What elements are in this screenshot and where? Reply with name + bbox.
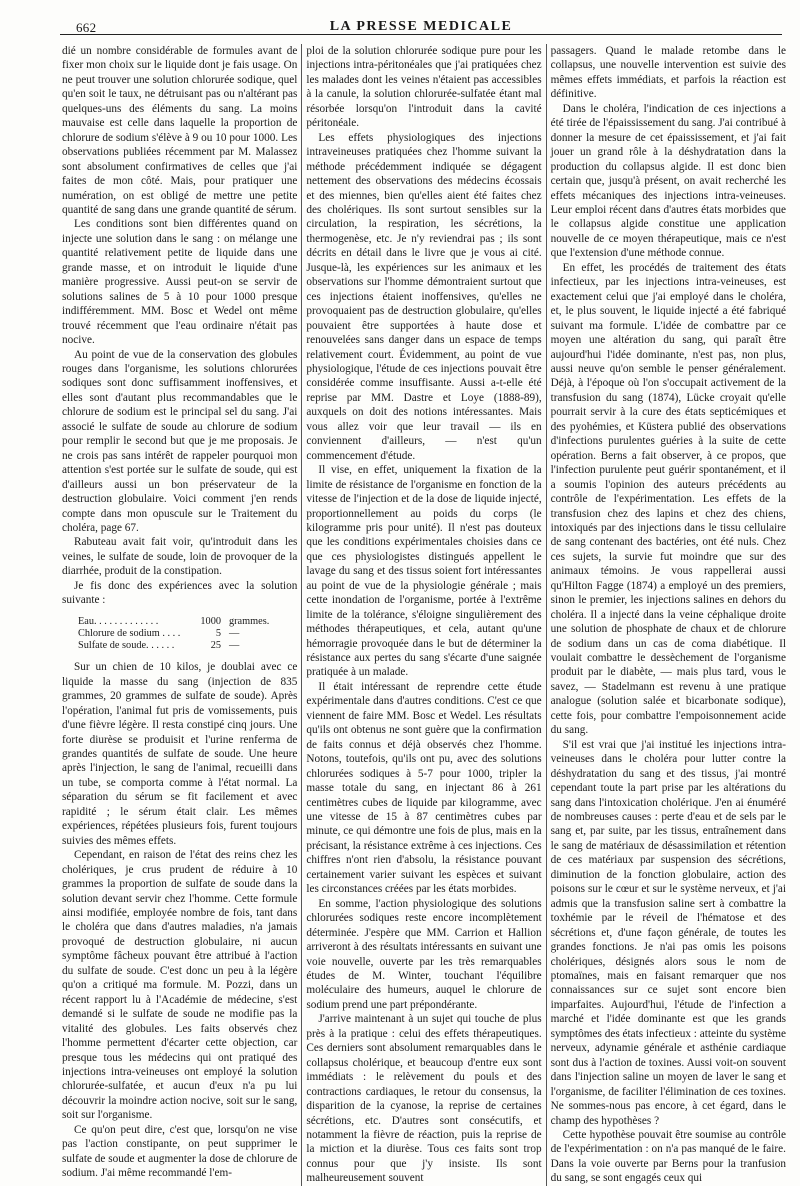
- paragraph: dié un nombre considérable de formules avant de fixer mon choix sur le liquide dont je fais usage. On ne peut trouver une solution chlorurée sodique, quel qu'en soit le taux, ne détruisant pas ou n'altérant pas quelques-uns des éléments du sang. La moins mauvaise est celle dans laquelle la proportion de chlorure de sodium s'élève à 9 ou 10 pour 1000. Les observations publiées récemment par M. Malassez sont absolument confirmatives de celles que j'ai faites de mon côté. Mais, pour pratiquer une numération, on est obligé de mettre une petite quantité de sang dans une grande quantité de sérum.: [62, 45, 298, 216]
- paragraph: Les conditions sont bien différentes quand on injecte une solution dans le sang : on mélange une quantité relativement petite de liquide dans une grande masse, et on introduit le liquide d'une manière progressive. Aussi peut-on se servir de solutions salines de 5 à 10 pour 1000 presque indifféremment. MM. Bosc et Wedel ont même trouvé récemment que l'eau ordinaire n'était pas nocive.: [62, 218, 298, 347]
- formula-ingredient: Sulfate de soude. . . . . .: [78, 640, 175, 652]
- paragraph: Il vise, en effet, uniquement la fixation de la limite de résistance de l'organisme en fonction de la vitesse de l'injection et de la dose de liquide injecté, proportionnellement au poids du corps (le kilogramme pris pour unité). Il n'est pas douteux que les conditions expérimentales choisies dans ce que ces physiologistes distingués appellent le lavage du sang et des tissus soient fort intéressantes au point de vue de la physiologie générale ; mais cette inondation de l'organisme, portée à l'extrême limite de la tolérance, s'éloigne singulièrement des méthodes thérapeutiques, et cela, autant qu'une hémorragie provoquée dans le but de déterminer la résistance aux pertes du sang s'écarte d'une saignée pratiquée à un malade.: [306, 464, 542, 679]
- paragraph: En effet, les procédés de traitement des états infectieux, par les injections intra-veineuses, est exactement celui que j'ai employé dans le choléra, et, le plus souvent, le liquide injecté a été fabriqué suivant ma formule. L'idée de combattre par ce moyen une altération du sang, qui paraît être aujourd'hui l'idée dominante, n'est pas, non plus, aussi neuve qu'on semble le penser généralement. Déjà, à l'époque où l'on s'occupait activement de la transfusion du sang (1874), Lücke croyait qu'elle pourrait servir à la cure des états septicémiques et des pyohémies, et Küstera publié des observations d'infections purulentes guéries à la suite de cette opération. Berns a fait observer, à ce propos, que l'infection purulente peut guérir spontanément, et il a soumis l'opinion des auteurs précédents au contrôle de l'expérimentation. Les effets de la transfusion chez des lapins et chez des chiens, intoxiqués par des injections dans le tissu cellulaire de sang contenant des bactéries, ont été nuls. Chez ces sujets, la survie fut moindre que sur des animaux témoins. Je vous rappellerai aussi qu'Hilton Fagge (1874) a employé un des premiers, sinon le premier, les injections salines en dehors du choléra. Il a injecté dans la veine céphalique droite une solution de phosphate de chaux et de chlorure de sodium dans un cas de coma diabétique. Il voulait combattre le dessèchement de l'organisme produit par le diabète, — mais plus tard, vous le savez, — Stadelmann est revenu à une pratique analogue (solution salée et bicarbonate sodique), cette fois, pour combattre l'empoisonnement acide du sang.: [550, 261, 786, 737]
- formula-quantity: 5: [215, 627, 221, 639]
- column-right: [551, 44, 786, 1186]
- formula-unit: grammes.: [228, 615, 270, 627]
- paragraph: Rabuteau avait fait voir, qu'introduit dans les veines, le sulfate de soude, loin de provoquer de la diarrhée, produit de la constipation.: [62, 536, 298, 578]
- formula-row: [76, 640, 271, 652]
- paragraph: Cette hypothèse pouvait être soumise au contrôle de l'expérimentation : on n'a pas manqué de le faire. Dans la voie ouverte par Berns pour la tranfusion du sang, se sont engagés ceux qui: [550, 1128, 786, 1185]
- paragraph: Au point de vue de la conservation des globules rouges dans l'organisme, les solutions chlorurées sodiques sont donc suffisamment inoffensives, et elles sont d'autant plus recommandables que le chlorure de sodium est le principal sel du sang. J'ai associé le sulfate de soude au chlorure de sodium pour remplir le second but que je me proposais. Je ne crois pas sans intérêt de rappeler pourquoi mon attention s'est portée sur le sulfate de soude, qui est d'ailleurs aussi un bon préservateur de la destruction globulaire. Voici comment j'en rends compte dans mon opuscule sur le Traitement du choléra, page 67.: [62, 348, 298, 534]
- column-left: [62, 44, 297, 1186]
- formula-ingredient: Eau. . . . . . . . . . . . .: [78, 615, 159, 627]
- paragraph: Dans le choléra, l'indication de ces injections a été tirée de l'épaississement du sang. J'ai contribué à donner la mesure de cet épaississement, et j'ai fait jouer un grand rôle à la déshydratation dans la production du collapsus algide. Il est donc bien certain que, jusqu'à présent, on avait recherché les effets mécaniques des injections intra-veineuses. Leur emploi récent dans d'autres états morbides que le collapsus algide constitue une application nouvelle de ce moyen thérapeutique, mais ce n'est que l'extension d'une méthode connue.: [550, 102, 786, 260]
- formula-row: [76, 616, 271, 628]
- formula-ingredient: Chlorure de sodium . . . .: [78, 627, 181, 639]
- paragraph: J'arrive maintenant à un sujet qui touche de plus près à la pratique : celui des effets thérapeutiques. Ces derniers sont absolument remarquables dans le collapsus cholérique, et beaucoup d'entre eux sont immédiats : le relèvement du pouls et des contractions cardiaques, le retour du consensus, la disparition de la cyanose, la reprise de certaines sécrétions, etc. D'autres sont consécutifs, et notamment la fièvre de réaction, puis la reprise de la miction et la diurèse. Tous ces faits sont trop connus pour que j'y insiste. Ils sont malheureusement souvent: [306, 1013, 542, 1185]
- paragraph: Je fis donc des expériences avec la solution suivante :: [62, 579, 298, 607]
- formula-quantity: 1000: [200, 615, 221, 627]
- page-number: 662: [76, 20, 97, 35]
- paragraph: Cependant, en raison de l'état des reins chez les cholériques, je crus prudent de réduire à 10 grammes la proportion de sulfate de soude dans la solution devant servir chez l'homme. Cette formule ainsi modifiée, employée nombre de fois, tant dans le choléra que dans d'autres maladies, n'a jamais provoqué de destruction globulaire, ni aucun symptôme fâcheux pouvant être attribué à l'action du sulfate de soude. C'est donc un peu à la légère qu'on a critiqué ma formule. M. Pozzi, dans un récent rapport lu à l'Académie de médecine, s'est demandé si le sulfate de soude ne modifie pas la vitalité des globules. Les faits observés chez l'homme permettent d'écarter cette objection, car presque tous les médecins qui ont pratiqué des injections intra-veineuses ont employé la solution chlorurée-sulfatée, et aucun d'eux n'a pu lui découvrir la moindre action nocive, soit sur le sang, soit sur l'organisme.: [62, 849, 298, 1122]
- paragraph: Ce qu'on peut dire, c'est que, lorsqu'on ne vise pas l'action constipante, on peut supprimer le sulfate de soude et augmenter la dose de chlorure de sodium. J'ai même recommandé l'em-: [62, 1123, 298, 1180]
- paragraph: passagers. Quand le malade retombe dans le collapsus, une nouvelle intervention est suivie des mêmes effets immédiats, et parfois la réaction est définitive.: [550, 45, 786, 101]
- formula-unit: —: [228, 640, 240, 652]
- paragraph: Sur un chien de 10 kilos, je doublai avec ce liquide la masse du sang (injection de 835 grammes, 20 grammes de sulfate de soude). Après l'opération, l'animal fut pris de vomissements, puis d'une fièvre légère. Il resta constipé cinq jours. Une forte diurèse se produisit et l'urine renferma de grandes quantités de sulfate de soude. Une heure après l'injection, le sang de l'animal, recueilli dans un tube, se comporta comme à l'état normal. La séparation du sérum se fit facilement et avec rapidité ; le sérum était clair. Les mêmes expériences, répétées plusieurs fois, furent toujours suivies des mêmes effets.: [62, 661, 298, 847]
- column-middle: [306, 44, 541, 1186]
- paragraph: ploi de la solution chlorurée sodique pure pour les injections intra-péritonéales que j'ai pratiquées chez les malades dont les veines n'étaient pas accessibles à la canule, la solution chlorurée-sulfatée étant mal résorbée lorsqu'on l'introduit dans la cavité péritonéale.: [306, 45, 542, 130]
- formula-quantity: 25: [210, 640, 221, 652]
- journal-title: LA PRESSE MEDICALE: [329, 19, 513, 34]
- formula-unit: —: [228, 627, 240, 639]
- paragraph: S'il est vrai que j'ai institué les injections intra-veineuses dans le choléra pour lutter contre la déshydratation du sang et des tissus, j'ai montré cependant toute la part prise par les altérations du sang dans l'intoxication cholérique. J'en ai énuméré de nombreuses causes : perte d'eau et de sels par le sang et, par suite, par les tissus, entraînement dans le sang de matériaux de désassimilation et rétention de ces matériaux par suspension des sécrétions, diminution de la fonction globulaire, action des poisons sur le cœur et sur le système nerveux, et j'ai admis que la transfusion saline sert à combattre la toxhémie par le réveil de l'hématose et des sécrétions et, d'une façon générale, de toutes les grandes fonctions. Je n'ai pas omis les poisons cholériques, désignés alors sous le nom de ptomaïnes, mais en faisant remarquer que nos connaissances sur ce sujet sont encore bien imparfaites. Aujourd'hui, l'étude de l'infection a marché et l'idée dominante est que les grands symptômes des états infectieux : atteinte du système nerveux, adynamie générale et asthénie cardiaque sont dus à l'action de toxines. Aussi voit-on souvent dans l'injection saline un moyen de laver le sang et l'organisme, de faciliter l'élimination de ces toxines. Ne sommes-nous pas encore, à cet égard, dans le champ des hypothèses ?: [550, 738, 786, 1127]
- paragraph: En somme, l'action physiologique des solutions chlorurées sodiques reste encore incomplètement déterminée. J'espère que MM. Carrion et Hallion arriveront à des résultats intéressants en suivant une voie nouvelle, ouverte par les très remarquables études de M. Winter, touchant l'équilibre moléculaire des humeurs, auquel le chlorure de sodium prend une part prépondérante.: [306, 897, 542, 1011]
- paragraph: Il était intéressant de reprendre cette étude expérimentale dans d'autres conditions. C'est ce que viennent de faire MM. Bosc et Wedel. Les résultats qu'ils ont obtenus ne sont guère que la confirmation de faits connus et déjà observés chez l'homme. Notons, toutefois, qu'ils ont pu, avec des solutions chlorurées sodiques à 5-7 pour 1000, tripler la masse totale du sang, en injectant 86 à 261 centimètres cubes de liquide par kilogramme, avec une vitesse de 15 à 87 centimètres cubes par minute, ce qui démontre une fois de plus, mais en la précisant, la résistance extrême à ces injections. Ces chiffres n'ont rien d'absolu, la résistance pouvant certainement varier suivant les espèces et suivant les circonstances créées par les états morbides.: [306, 680, 542, 896]
- article-body: [62, 44, 786, 1185]
- solution-formula-table: [76, 616, 271, 653]
- page-header: [60, 8, 782, 35]
- paragraph: Les effets physiologiques des injections intraveineuses pratiquées chez l'homme suivant la méthode précédemment indiquée se dégagent nettement des observations des médecins écossais et des miennes, bien qu'elles aient été faites chez des cholériques. Ils sont surtout sensibles sur la circulation, la respiration, les sécrétions, la thermogenèse, etc. Je n'y reviendrai pas ; ils sont décrits en détail dans le livre que je vous ai cité. Jusque-là, les expériences sur les animaux et les observations sur l'homme démontraient surtout que ces injections étaient inoffensives, qu'elles ne provoquaient pas de destruction globulaire, qu'elles pouvaient être supportées à haute dose et renouvelées sans danger dans un espace de temps relativement court. Évidemment, au point de vue physiologique, l'étude de ces injections pouvait être considérée comme insuffisante. Aussi a-t-elle été reprise par MM. Dastre et Loye (1888-89), auxquels on doit des notions intéressantes. Mais vous allez voir que leur travail — ils en conviennent d'ailleurs, — n'est qu'un commencement d'étude.: [306, 131, 542, 462]
- formula-row: [76, 628, 271, 640]
